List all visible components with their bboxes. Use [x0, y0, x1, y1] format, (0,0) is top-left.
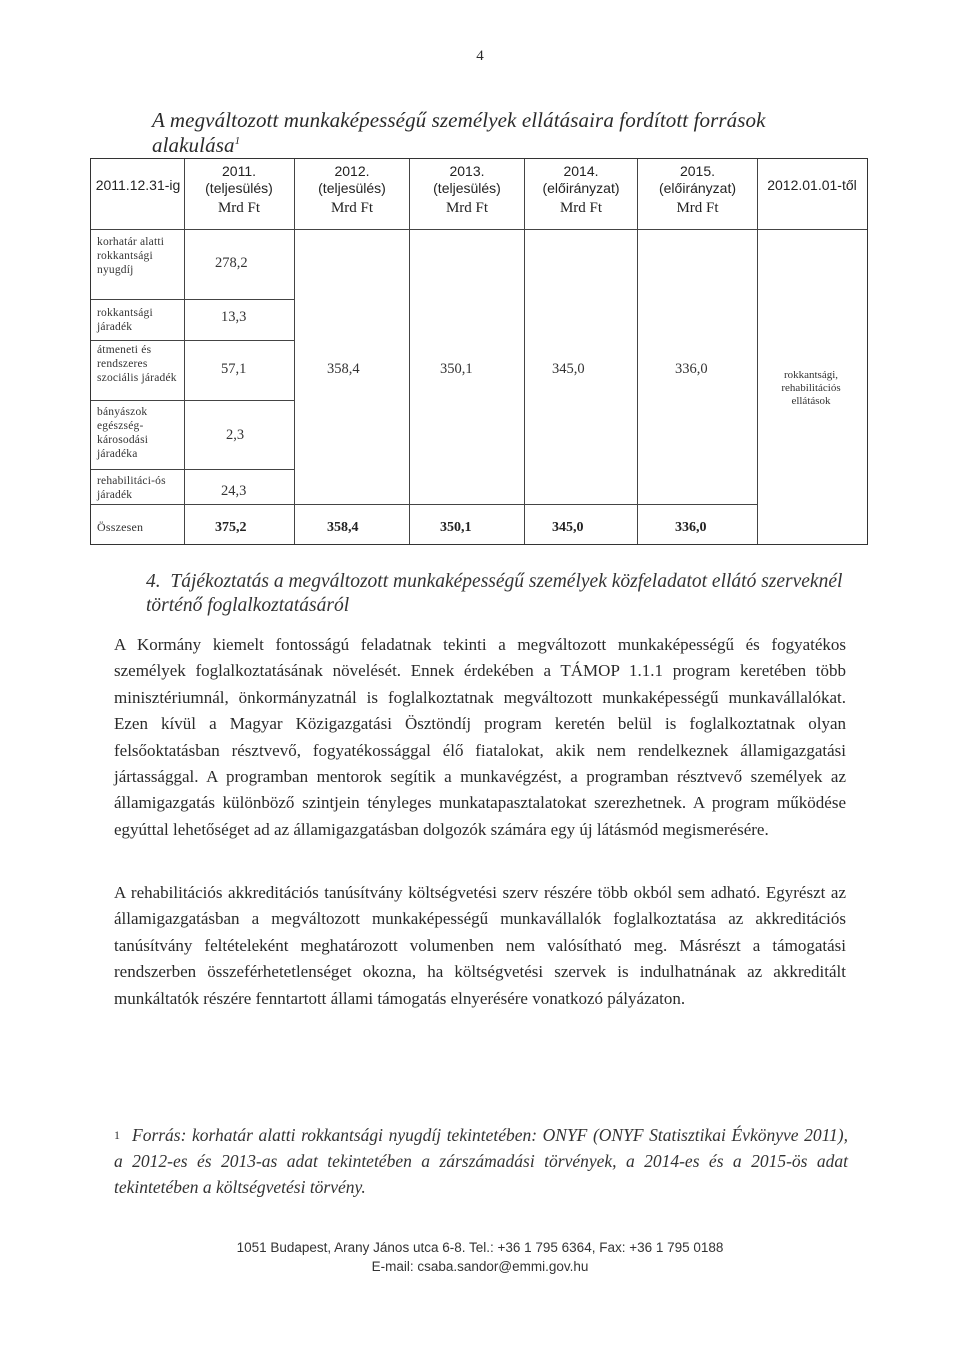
row-label-banyaszok: bányászok egészség-károsodási járadéka: [97, 406, 149, 460]
document-title: [152, 108, 852, 158]
paragraph-2: A rehabilitációs akkreditációs tanúsítvány költségvetési szerv részére több okból sem adható. Egyrészt az államigazgatásban a megváltozott munkaképességű munkavállalók foglalkoztatása az akkreditációs tanúsítvány feltételeként meghatározott volumenben nem valósítható meg. Másrészt a támogatási rendszerben összeférhetetlenséget okozna, ha költségvetési szervek is indulhatnának az akkreditált munkáltatók részére fenntartott állami támogatás elnyerésére vonatkozó pályázaton.: [114, 883, 846, 1008]
value-2011-korhatar: 278,2: [215, 255, 248, 271]
row-label-rokkantsagi-jaradek: rokkantsági járadék: [97, 307, 153, 333]
section-heading: [146, 570, 866, 618]
footnote-mark: 1: [114, 1128, 120, 1142]
col-unit: Mrd Ft: [559, 200, 603, 216]
merged-benefits-label: rokkantsági, rehabilitációs ellátások: [781, 369, 841, 407]
value-2012: 358,4: [327, 361, 360, 377]
page-number: 4: [476, 48, 484, 64]
total-label: Összesen: [97, 520, 144, 534]
total-2012: 358,4: [327, 520, 359, 535]
value-2015: 336,0: [675, 361, 708, 377]
footnote-text: Forrás: korhatár alatti rokkantsági nyugdíj tekintetében: ONYF (ONYF Statisztikai Évkönyve 2011), a 2012-es és 2013-as adat tekintetében a zárszámadási törvények, a 2014-es és a 2015-ös adat tekintetében a költségvetési törvény.: [114, 1125, 848, 1197]
row-label-korhatar: korhatár alatti rokkantsági nyugdíj: [97, 236, 165, 276]
col-unit: Mrd Ft: [676, 200, 719, 216]
row-label-atmeneti: átmeneti és rendszeres szociális járadék: [97, 344, 177, 384]
total-2015: 336,0: [675, 520, 707, 535]
col-status: (előirányzat): [542, 180, 620, 196]
total-2014: 345,0: [552, 520, 584, 535]
col-year: 2011.: [222, 163, 256, 179]
col-header-2012: [295, 163, 409, 217]
title-footnote-mark: 1: [234, 135, 241, 147]
footer-email: E-mail: csaba.sandor@emmi.gov.hu: [371, 1259, 589, 1274]
col-unit: Mrd Ft: [217, 200, 261, 216]
total-2011: 375,2: [215, 520, 247, 535]
col-header-2011: [185, 163, 293, 217]
value-2014: 345,0: [552, 361, 585, 377]
value-2011-rokkantsagi: 13,3: [221, 309, 247, 325]
col-header-2014: [525, 163, 637, 217]
section-title: Tájékoztatás a megváltozott munkaképességű személyek közfeladatot ellátó szerveknél történő foglalkoztatásáról: [146, 571, 843, 616]
row-label-rehabilitacios: rehabilitáci-ós járadék: [97, 475, 166, 501]
col-header-2013: [410, 163, 524, 217]
col-status: (teljesülés): [433, 180, 501, 196]
col-status: (teljesülés): [205, 180, 273, 196]
col-status: (teljesülés): [318, 180, 386, 196]
corner-header: 2011.12.31-ig: [95, 177, 181, 193]
col-header-2015: [638, 163, 757, 217]
value-2011-atmeneti: 57,1: [221, 361, 247, 377]
col-year: 2012.: [334, 163, 370, 179]
col-header-since-2012: 2012.01.01-től: [767, 177, 857, 193]
col-year: 2014.: [563, 163, 599, 179]
value-2013: 350,1: [440, 361, 473, 377]
paragraph-1: A Kormány kiemelt fontosságú feladatnak tekinti a megváltozott munkaképességű és fogyatékos személyek foglalkoztatásának növelését. Ennek érdekében a TÁMOP 1.1.1 program keretében több minisztériumnál, önkormányzatnál is foglalkoztatnak megváltozott munkaképességű munkavállalókat. Ezen kívül a Magyar Közigazgatási Ösztöndíj program keretén belül is foglalkoztatnak olyan felsőoktatásban résztvevő, fogyatékossággal élő fiatalokat, akik nem rendelkeznek államigazgatási jártassággal. A programban mentorok segítik a munkavégzést, a programban résztvevő személyek az államigazgatás különböző szintjein tényleges munkatapasztalatokat szerezhetnek. A program működése egyúttal lehetőséget ad az államigazgatásban dolgozók számára egy új látásmód megismerésére.: [114, 635, 846, 839]
col-status: (előirányzat): [658, 180, 737, 196]
col-year: 2015.: [679, 163, 716, 179]
col-unit: Mrd Ft: [330, 200, 374, 216]
value-2011-rehabilitacios: 24,3: [221, 483, 247, 499]
footer: [0, 1238, 960, 1276]
value-2011-banyaszok: 2,3: [226, 427, 245, 443]
funding-table: [90, 158, 868, 545]
total-2013: 350,1: [440, 520, 472, 535]
col-year: 2013.: [449, 163, 485, 179]
title-text: A megváltozott munkaképességű személyek ellátásaira fordított források alakulása: [152, 108, 766, 157]
col-unit: Mrd Ft: [445, 200, 489, 216]
footer-address: 1051 Budapest, Arany János utca 6-8. Tel.: +36 1 795 6364, Fax: +36 1 795 0188: [236, 1240, 724, 1255]
section-number: 4.: [146, 571, 161, 592]
footnote: [114, 1122, 848, 1200]
